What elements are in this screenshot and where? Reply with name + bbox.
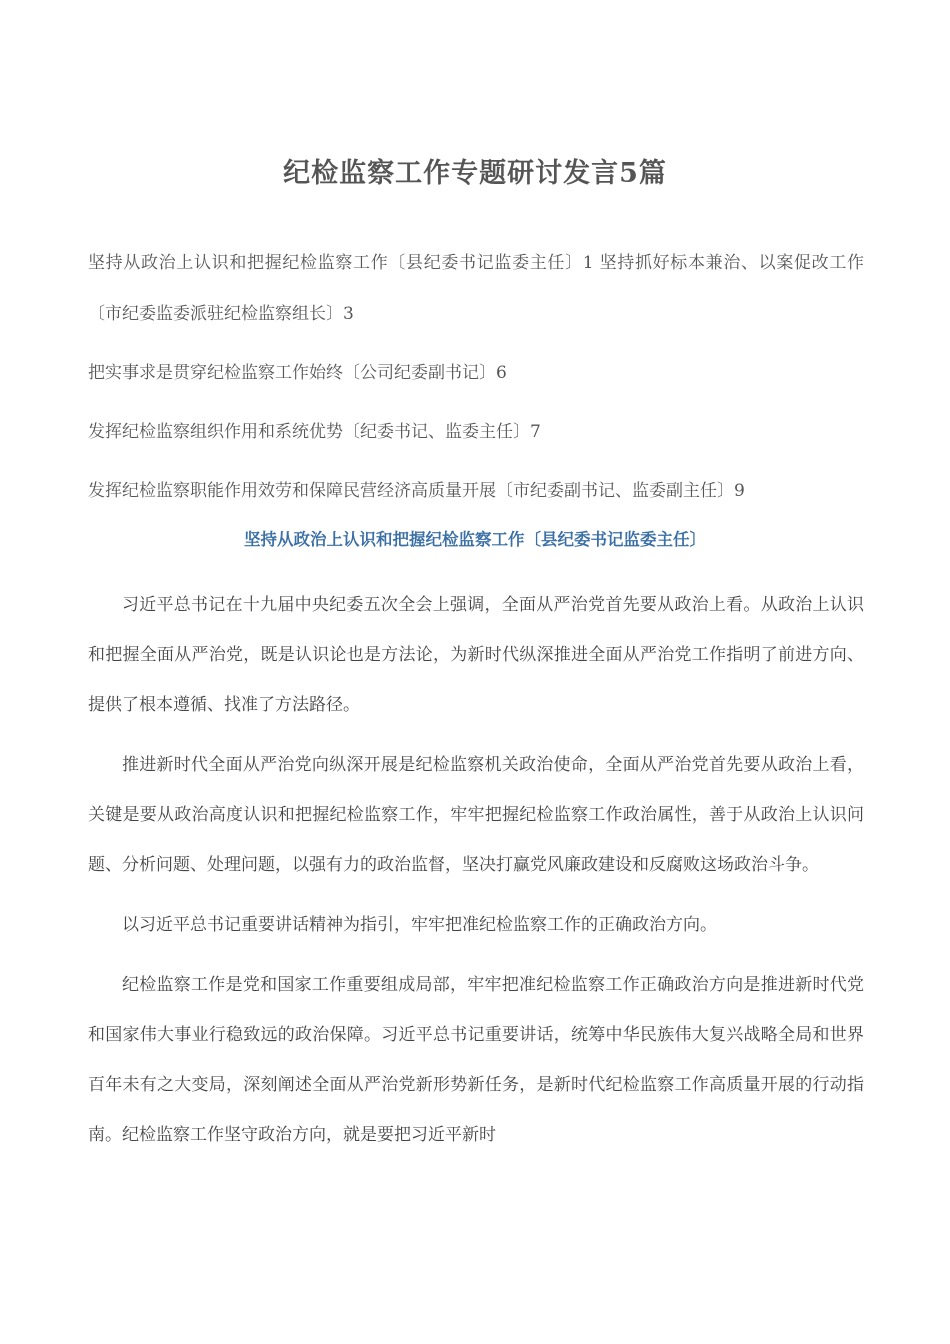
- toc-entry: 坚持从政治上认识和把握纪检监察工作〔县纪委书记监委主任〕1 坚持抓好标本兼治、以案促改工作〔市纪委监委派驻纪检监察组长〕3: [88, 253, 864, 324]
- body-paragraph: 纪检监察工作是党和国家工作重要组成局部，牢牢把准纪检监察工作正确政治方向是推进新时代党和国家伟大事业行稳致远的政治保障。习近平总书记重要讲话，统筹中华民族伟大复兴战略全局和世界百年未有之大变局，深刻阐述全面从严治党新形势新任务，是新时代纪检监察工作高质量开展的行动指南。纪检监察工作坚守政治方向，就是要把习近平新时: [88, 975, 864, 1145]
- body-paragraph: 推进新时代全面从严治党向纵深开展是纪检监察机关政治使命，全面从严治党首先要从政治上看，关键是要从政治高度认识和把握纪检监察工作，牢牢把握纪检监察工作政治属性，善于从政治上认识问题、分析问题、处理问题，以强有力的政治监督，坚决打赢党风廉政建设和反腐败这场政治斗争。: [88, 755, 864, 875]
- body-paragraph: 习近平总书记在十九届中央纪委五次全会上强调，全面从严治党首先要从政治上看。从政治上认识和把握全面从严治党，既是认识论也是方法论，为新时代纵深推进全面从严治党工作指明了前进方向、提供了根本遵循、找准了方法路径。: [88, 595, 864, 715]
- document-body: [88, 580, 864, 1170]
- body-paragraph: 以习近平总书记重要讲话精神为指引，牢牢把准纪检监察工作的正确政治方向。: [122, 915, 717, 935]
- document-title: 纪检监察工作专题研讨发言5篇: [283, 158, 667, 189]
- toc-entry: 发挥纪检监察职能作用效劳和保障民营经济高质量开展〔市纪委副书记、监委副主任〕9: [88, 481, 745, 501]
- toc-entry: 把实事求是贯穿纪检监察工作始终〔公司纪委副书记〕6: [88, 363, 507, 383]
- section-heading: 坚持从政治上认识和把握纪检监察工作〔县纪委书记监委主任〕: [244, 530, 706, 549]
- table-of-contents: [88, 238, 864, 517]
- toc-entry: 发挥纪检监察组织作用和系统优势〔纪委书记、监委主任〕7: [88, 422, 541, 442]
